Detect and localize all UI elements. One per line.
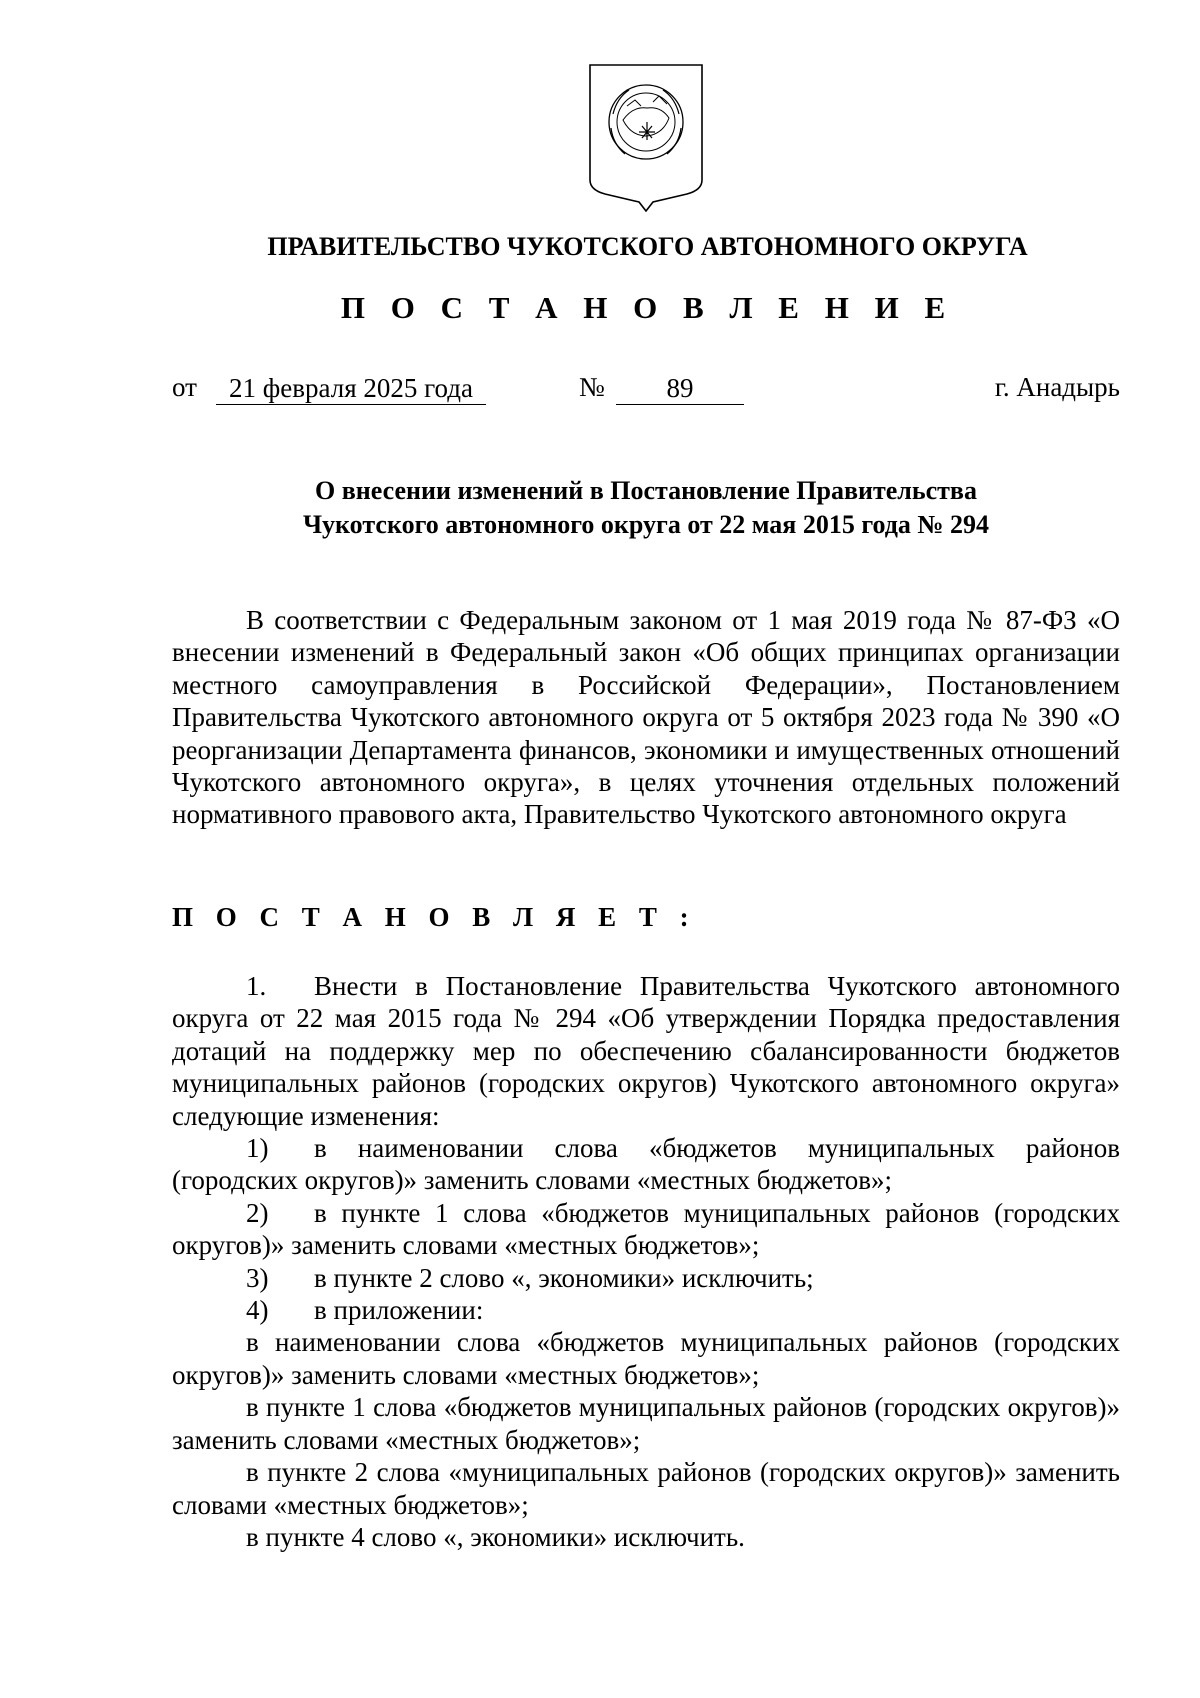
chukotka-coat-of-arms-icon — [587, 62, 705, 212]
document-subject — [172, 474, 1120, 542]
government-title: ПРАВИТЕЛЬСТВО ЧУКОТСКОГО АВТОНОМНОГО ОКРУГА — [267, 232, 1028, 261]
list-item — [172, 1132, 1120, 1197]
item-text: в наименовании слова «бюджетов муниципальных районов (городских округов)» заменить словами «местных бюджетов»; — [172, 1133, 1120, 1196]
date-prefix: от — [172, 372, 197, 402]
item-marker: 1. — [246, 971, 267, 1001]
list-item — [172, 1294, 1120, 1326]
appendix-change-paragraph: в наименовании слова «бюджетов муниципальных районов (городских округов)» заменить словами «местных бюджетов»; — [172, 1327, 1120, 1390]
list-item — [172, 1262, 1120, 1294]
number-prefix: № — [579, 372, 605, 402]
document-city: г. Анадырь — [994, 372, 1120, 402]
item-marker: 3) — [246, 1262, 269, 1293]
item-text: Внести в Постановление Правительства Чукотского автономного округа от 22 мая 2015 года № 294 «Об утверждении Порядка предоставления дотаций на поддержку мер по обеспечению сбалансированности бюджетов муниципальных районов (городских округов) Чукотского автономного округа» следующие изменения: — [172, 971, 1120, 1131]
appendix-change-paragraph: в пункте 4 слово «, экономики» исключить. — [246, 1521, 745, 1552]
preamble-section — [172, 604, 1120, 831]
item-text: в пункте 2 слово «, экономики» исключить; — [314, 1262, 814, 1293]
item-text: в приложении: — [314, 1295, 484, 1326]
subject-line-2: Чукотского автономного округа от 22 мая 2015 года № 294 — [302, 510, 990, 539]
appendix-change-paragraph: в пункте 1 слова «бюджетов муниципальных районов (городских округов)» заменить словами «местных бюджетов»; — [172, 1392, 1120, 1455]
document-date: 21 февраля 2025 года — [216, 372, 486, 405]
list-item — [172, 1197, 1120, 1262]
preamble-paragraph: В соответствии с Федеральным законом от 1 мая 2019 года № 87-ФЗ «О внесении изменений в Федеральный закон «Об общих принципах организации местного самоуправления в Российской Федерации», Постановлением Правительства Чукотского автономного округа от 5 октября 2023 года № 390 «О реорганизации Департамента финансов, экономики и имущественных отношений Чукотского автономного округа», в целях уточнения отдельных положений нормативного правового акта, Правительство Чукотского автономного округа — [172, 605, 1120, 830]
item-text: в пункте 1 слова «бюджетов муниципальных районов (городских округов)» заменить словами «местных бюджетов»; — [172, 1197, 1120, 1261]
appendix-change-paragraph: в пункте 2 слова «муниципальных районов (городских округов)» заменить словами «местных бюджетов»; — [172, 1457, 1120, 1520]
document-type-heading: П О С Т А Н О В Л Е Н И Е — [340, 290, 955, 325]
subject-line-1: О внесении изменений в Постановление Правительства — [315, 476, 977, 505]
resolution-items — [172, 970, 1120, 1553]
document-number: 89 — [616, 372, 744, 405]
item-marker: 4) — [246, 1295, 269, 1326]
date-number-line — [172, 372, 1120, 412]
resolve-heading: П О С Т А Н О В Л Я Е Т : — [172, 902, 697, 932]
list-item — [172, 970, 1120, 1132]
item-marker: 1) — [246, 1133, 269, 1164]
item-marker: 2) — [246, 1197, 269, 1228]
